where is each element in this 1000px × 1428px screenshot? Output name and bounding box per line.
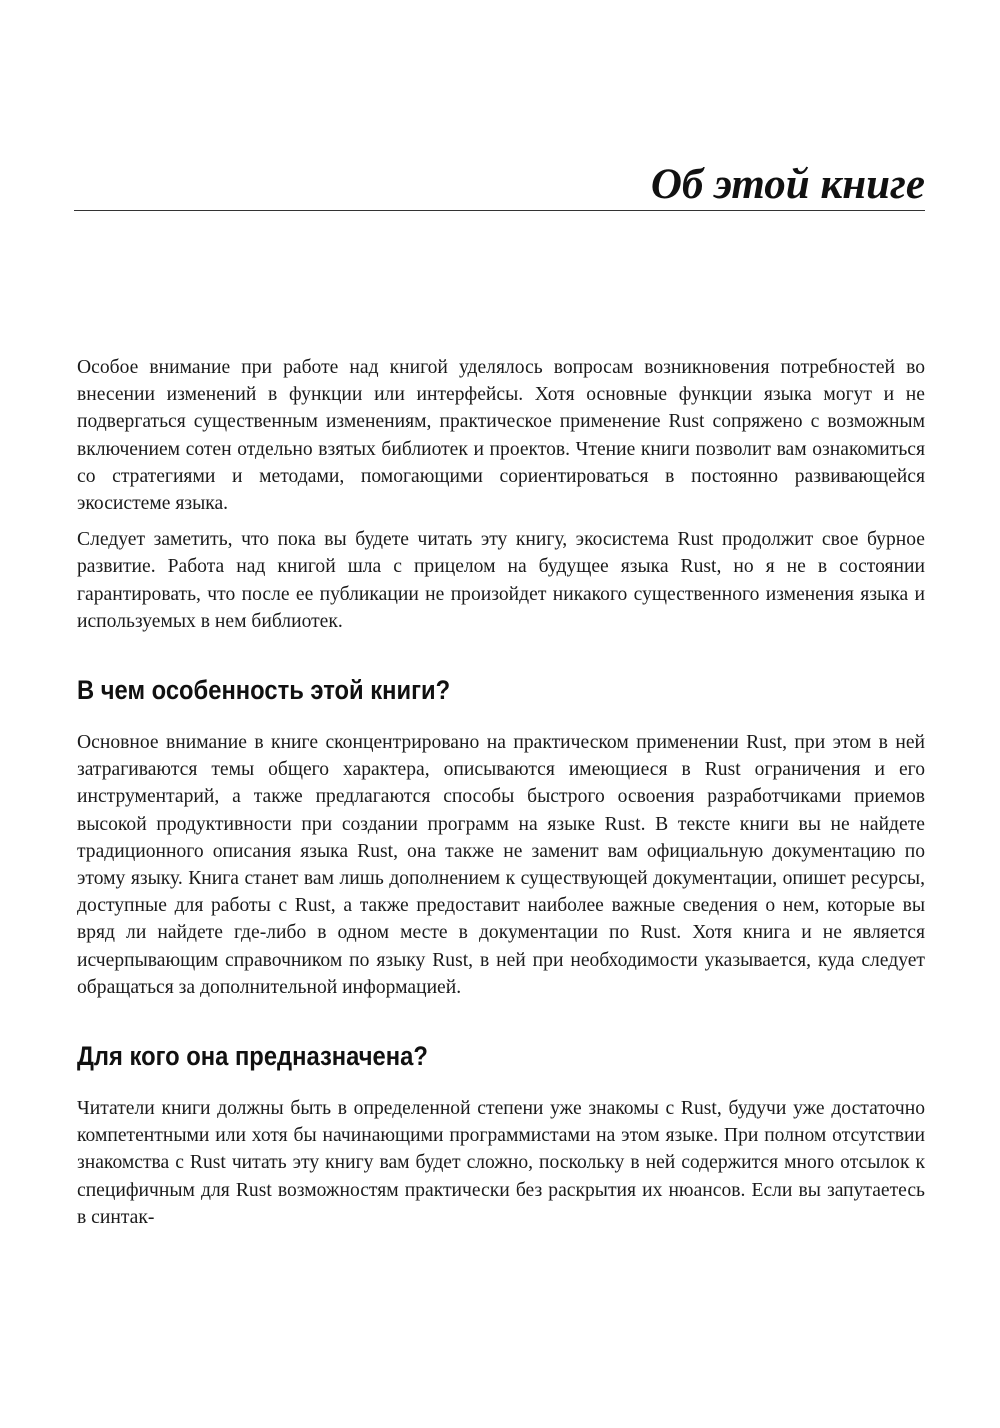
section-heading-features: В чем особенность этой книги? <box>77 675 451 706</box>
section-paragraph-audience: Читатели книги должны быть в определенной степени уже знакомы с Rust, будучи уже достаточно компетентными или хотя бы начинающими программистами на этом языке. При полном отсутствии знакомства с Rust читать эту книгу вам будет сложно, поскольку в ней содержится много отсылок к специфичным для Rust возможностям практически без раскрытия их нюансов. Если вы запутаетесь в синтак- <box>77 1098 925 1228</box>
page-content <box>77 354 925 1231</box>
book-page <box>77 0 925 1428</box>
chapter-title: Об этой книге <box>650 161 925 208</box>
chapter-title-rule <box>74 210 925 211</box>
section-heading-audience: Для кого она предназначена? <box>77 1041 428 1072</box>
section-paragraph-features: Основное внимание в книге сконцентрировано на практическом применении Rust, при этом в ней затрагиваются темы общего характера, описываются имеющиеся в Rust ограничения и его инструментарий, а также предлагаются способы быстрого освоения разработчиками приемов высокой продуктивности при создании программ на языке Rust. В тексте книги вы не найдете традиционного описания языка Rust, она также не заменит вам официальную документацию по этому языку. Книга станет вам лишь дополнением к существующей документации, опишет ресурсы, доступные для работы с Rust, а также предоставит наиболее важные сведения о нем, которые вы вряд ли найдете где-либо в одном месте в документации по Rust. Хотя книга и не является исчерпывающим справочником по языку Rust, в ней при необходимости указывается, куда следует обращаться за дополнительной информацией. <box>77 732 925 998</box>
intro-paragraph-1: Особое внимание при работе над книгой уделялось вопросам возникновения потребностей во внесении изменений в функции или интерфейсы. Хотя основные функции языка могут и не подвергаться существенным изменениям, практическое применение Rust сопряжено с возможным включением сотен отдельно взятых библиотек и проектов. Чтение книги позволит вам ознакомиться со стратегиями и методами, помогающими сориентироваться в постоянно развивающейся экосистеме языка. <box>77 357 925 515</box>
intro-paragraph-2: Следует заметить, что пока вы будете читать эту книгу, экосистема Rust продолжит свое бурное развитие. Работа над книгой шла с прицелом на будущее языка Rust, но я не в состоянии гарантировать, что после ее публикации не произойдет никакого существенного изменения языка и используемых в нем библиотек. <box>77 529 925 632</box>
